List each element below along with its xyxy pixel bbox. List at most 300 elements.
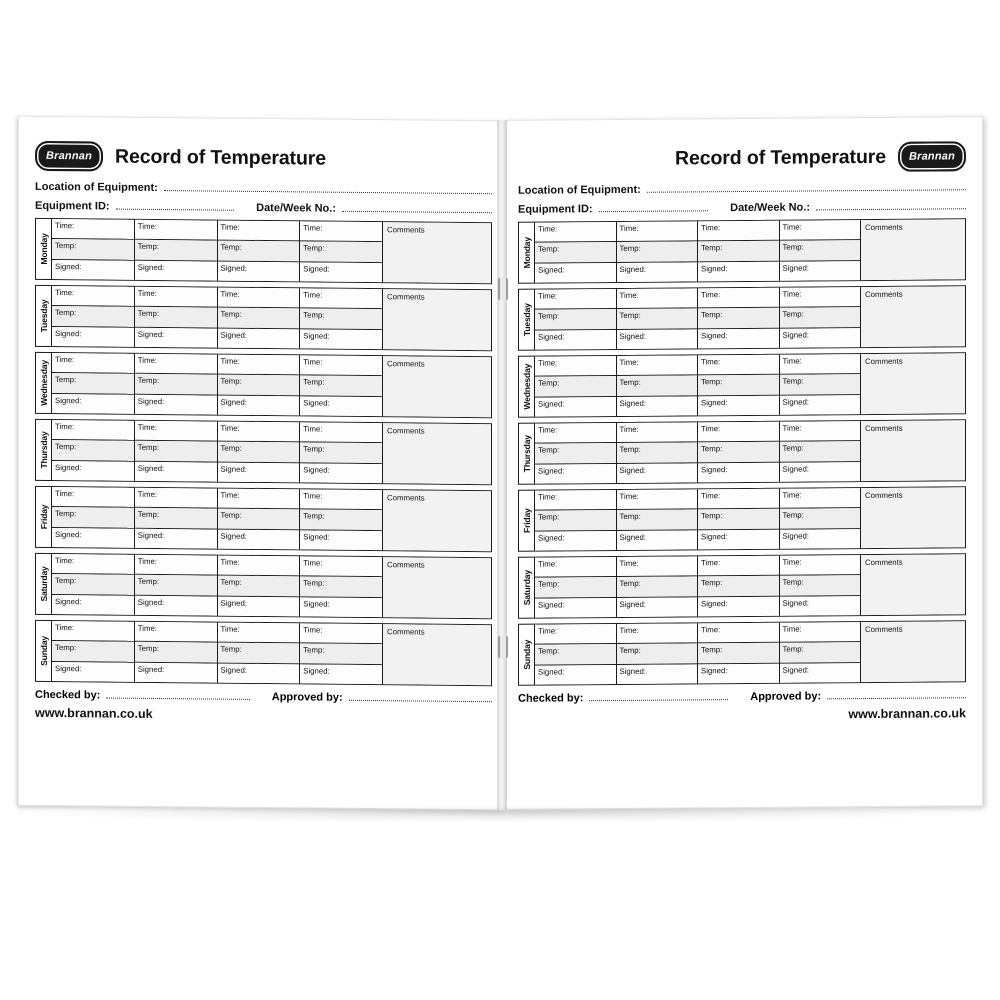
cell-signed[interactable]: Signed:	[617, 597, 698, 617]
equipment-id-input[interactable]	[116, 208, 235, 211]
reading-slot	[535, 222, 617, 283]
reading-slot	[780, 488, 862, 549]
comments-cell[interactable]: Comments	[383, 423, 491, 484]
cell-temp[interactable]: Temp:	[135, 441, 217, 462]
reading-slot	[135, 421, 218, 482]
left-page-fields	[35, 179, 492, 216]
right-page-day-table	[518, 218, 966, 686]
comments-cell[interactable]: Comments	[861, 420, 965, 481]
cell-temp[interactable]: Temp:	[698, 241, 779, 262]
right-page-header	[518, 139, 966, 177]
cell-signed[interactable]: Signed:	[135, 662, 217, 682]
cell-signed[interactable]: Signed:	[617, 463, 698, 483]
cell-time[interactable]: Time:	[300, 355, 382, 376]
date-week-no-label-right: Date/Week No.:	[730, 201, 810, 215]
cell-temp[interactable]: Temp:	[698, 442, 779, 463]
day-slots	[52, 621, 383, 684]
reading-slot	[218, 221, 301, 282]
cell-temp[interactable]: Temp:	[698, 509, 779, 530]
cell-signed[interactable]: Signed:	[535, 665, 616, 685]
cell-time[interactable]: Time:	[780, 488, 861, 509]
brannan-logo: Brannan	[35, 141, 103, 172]
cell-temp[interactable]: Temp:	[535, 510, 616, 531]
cell-time[interactable]: Time:	[135, 622, 217, 643]
reading-slot	[135, 287, 218, 348]
cell-signed[interactable]: Signed:	[780, 529, 861, 549]
cell-time[interactable]: Time:	[218, 355, 300, 376]
day-label-wednesday	[519, 357, 535, 417]
cell-temp[interactable]: Temp:	[698, 375, 779, 396]
cell-time[interactable]: Time:	[300, 288, 382, 309]
cell-signed[interactable]: Signed:	[780, 328, 861, 348]
comments-cell[interactable]: Comments	[383, 490, 491, 551]
cell-signed[interactable]: Signed:	[535, 397, 616, 417]
cell-time[interactable]: Time:	[780, 354, 861, 375]
cell-temp[interactable]: Temp:	[218, 375, 300, 396]
day-label-text: Tuesday	[38, 299, 49, 333]
cell-temp[interactable]: Temp:	[780, 575, 861, 596]
cell-signed[interactable]: Signed:	[135, 394, 217, 414]
cell-temp[interactable]: Temp:	[135, 374, 217, 395]
cell-temp[interactable]: Temp:	[617, 443, 698, 464]
cell-signed[interactable]: Signed:	[698, 596, 779, 616]
cell-signed[interactable]: Signed:	[218, 328, 300, 348]
checked-by-input-right[interactable]	[589, 698, 728, 701]
cell-temp[interactable]: Temp:	[300, 242, 382, 263]
cell-temp[interactable]: Temp:	[218, 509, 300, 530]
cell-time[interactable]: Time:	[780, 287, 861, 308]
cell-temp[interactable]: Temp:	[535, 443, 616, 464]
reading-slot	[218, 355, 301, 416]
cell-signed[interactable]: Signed:	[300, 530, 382, 550]
reading-slot	[300, 556, 383, 617]
comments-cell[interactable]: Comments	[383, 624, 491, 685]
cell-signed[interactable]: Signed:	[535, 598, 616, 618]
cell-time[interactable]: Time:	[535, 557, 616, 578]
location-of-equipment-input-right[interactable]	[647, 188, 966, 193]
cell-time[interactable]: Time:	[535, 356, 616, 377]
reading-slot	[698, 288, 780, 349]
reading-slot	[698, 623, 780, 684]
cell-time[interactable]: Time:	[52, 353, 134, 374]
reading-slot	[780, 555, 862, 616]
reading-slot	[218, 422, 301, 483]
cell-temp[interactable]: Temp:	[52, 574, 134, 595]
day-slots	[52, 554, 383, 617]
reading-slot	[617, 288, 699, 349]
day-label-monday	[36, 219, 52, 279]
approved-by-input[interactable]	[349, 699, 492, 702]
cell-time[interactable]: Time:	[535, 624, 616, 645]
comments-cell[interactable]: Comments	[861, 286, 965, 347]
cell-signed[interactable]: Signed:	[535, 464, 616, 484]
cell-temp[interactable]: Temp:	[300, 309, 382, 330]
location-of-equipment-label-right: Location of Equipment:	[518, 183, 641, 197]
comments-cell[interactable]: Comments	[861, 219, 965, 280]
comments-cell[interactable]: Comments	[383, 356, 491, 417]
reading-slot	[300, 221, 383, 282]
cell-temp[interactable]: Temp:	[218, 643, 300, 664]
reading-slot	[535, 490, 617, 551]
cell-signed[interactable]: Signed:	[698, 328, 779, 348]
day-label-text: Thursday	[38, 431, 49, 469]
cell-time[interactable]: Time:	[218, 489, 300, 510]
cell-time[interactable]: Time:	[698, 288, 779, 309]
day-row	[35, 486, 492, 552]
cell-temp[interactable]: Temp:	[135, 307, 217, 328]
reading-slot	[617, 623, 699, 684]
reading-slot	[135, 555, 218, 616]
day-label-friday	[519, 491, 535, 551]
reading-slot	[698, 422, 780, 483]
cell-temp[interactable]: Temp:	[218, 308, 300, 329]
cell-time[interactable]: Time:	[617, 422, 698, 443]
cell-signed[interactable]: Signed:	[780, 261, 861, 281]
reading-slot	[780, 287, 862, 348]
left-page-header	[35, 139, 492, 177]
cell-time[interactable]: Time:	[780, 555, 861, 576]
cell-temp[interactable]: Temp:	[617, 644, 698, 665]
staple-bottom	[498, 636, 508, 658]
day-label-text: Wednesday	[521, 363, 532, 410]
reading-slot	[135, 354, 218, 415]
left-page-footer	[35, 689, 492, 705]
reading-slot	[617, 422, 699, 483]
paper-shadow	[20, 806, 970, 822]
cell-time[interactable]: Time:	[698, 355, 779, 376]
reading-slot	[218, 623, 301, 684]
cell-time[interactable]: Time:	[617, 221, 698, 242]
cell-temp[interactable]: Temp:	[780, 307, 861, 328]
cell-time[interactable]: Time:	[698, 623, 779, 644]
cell-time[interactable]: Time:	[535, 222, 616, 243]
cell-signed[interactable]: Signed:	[698, 529, 779, 549]
equipment-id-row-right	[518, 198, 966, 216]
cell-time[interactable]: Time:	[617, 288, 698, 309]
cell-signed[interactable]: Signed:	[300, 396, 382, 416]
cell-temp[interactable]: Temp:	[780, 374, 861, 395]
day-label-text: Saturday	[521, 570, 532, 606]
cell-temp[interactable]: Temp:	[52, 306, 134, 327]
cell-temp[interactable]: Temp:	[300, 376, 382, 397]
cell-temp[interactable]: Temp:	[135, 575, 217, 596]
day-row	[35, 419, 492, 485]
reading-slot	[780, 354, 862, 415]
right-page-fields	[518, 179, 966, 216]
cell-temp[interactable]: Temp:	[300, 644, 382, 665]
cell-temp[interactable]: Temp:	[300, 577, 382, 598]
cell-signed[interactable]: Signed:	[780, 596, 861, 616]
cell-time[interactable]: Time:	[617, 623, 698, 644]
cell-temp[interactable]: Temp:	[135, 642, 217, 663]
cell-time[interactable]: Time:	[52, 621, 134, 642]
reading-slot	[617, 221, 699, 282]
cell-temp[interactable]: Temp:	[535, 242, 616, 263]
day-label-wednesday	[36, 353, 52, 413]
cell-temp[interactable]: Temp:	[218, 576, 300, 597]
booklet-right-page	[503, 116, 983, 810]
cell-time[interactable]: Time:	[52, 286, 134, 307]
cell-time[interactable]: Time:	[617, 556, 698, 577]
date-week-no-input-right[interactable]	[816, 207, 966, 210]
cell-temp[interactable]: Temp:	[698, 643, 779, 664]
day-label-text: Sunday	[38, 635, 49, 666]
cell-temp[interactable]: Temp:	[617, 577, 698, 598]
cell-temp[interactable]: Temp:	[698, 576, 779, 597]
comments-cell[interactable]: Comments	[383, 557, 491, 618]
cell-signed[interactable]: Signed:	[617, 329, 698, 349]
cell-time[interactable]: Time:	[135, 287, 217, 308]
cell-signed[interactable]: Signed:	[698, 395, 779, 415]
cell-time[interactable]: Time:	[218, 623, 300, 644]
reading-slot	[52, 353, 135, 414]
cell-signed[interactable]: Signed:	[218, 663, 300, 683]
reading-slot	[780, 622, 862, 683]
cell-temp[interactable]: Temp:	[218, 442, 300, 463]
cell-signed[interactable]: Signed:	[135, 260, 217, 280]
cell-signed[interactable]: Signed:	[135, 595, 217, 615]
cell-signed[interactable]: Signed:	[218, 529, 300, 549]
cell-temp[interactable]: Temp:	[780, 642, 861, 663]
reading-slot	[300, 422, 383, 483]
page-title-right: Record of Temperature	[674, 145, 886, 170]
cell-time[interactable]: Time:	[135, 555, 217, 576]
staple-top	[498, 278, 508, 300]
cell-temp[interactable]: Temp:	[535, 577, 616, 598]
website-url-right[interactable]: www.brannan.co.uk	[848, 706, 966, 722]
approved-by-label: Approved by:	[271, 691, 343, 704]
day-label-friday	[36, 487, 52, 547]
cell-temp[interactable]: Temp:	[52, 239, 134, 260]
cell-time[interactable]: Time:	[52, 487, 134, 508]
cell-temp[interactable]: Temp:	[218, 241, 300, 262]
day-label-sunday	[519, 625, 535, 685]
cell-time[interactable]: Time:	[780, 622, 861, 643]
booklet-left-page	[18, 116, 505, 811]
cell-signed[interactable]: Signed:	[218, 395, 300, 415]
cell-signed[interactable]: Signed:	[52, 461, 134, 481]
day-slots	[52, 353, 383, 416]
equipment-id-label: Equipment ID:	[35, 199, 110, 213]
day-row	[35, 352, 492, 418]
day-label-text: Friday	[521, 508, 532, 534]
cell-signed[interactable]: Signed:	[780, 395, 861, 415]
approved-by-label-right: Approved by:	[750, 690, 822, 703]
reading-slot	[617, 489, 699, 550]
reading-slot	[52, 487, 135, 548]
reading-slot	[698, 556, 780, 617]
cell-signed[interactable]: Signed:	[780, 462, 861, 482]
cell-signed[interactable]: Signed:	[617, 262, 698, 282]
day-slots	[535, 354, 861, 417]
cell-signed[interactable]: Signed:	[300, 597, 382, 617]
cell-time[interactable]: Time:	[52, 219, 134, 240]
day-slots	[535, 421, 861, 484]
cell-time[interactable]: Time:	[52, 554, 134, 575]
cell-signed[interactable]: Signed:	[698, 462, 779, 482]
day-row	[35, 285, 492, 351]
day-row	[518, 218, 966, 284]
day-label-text: Saturday	[38, 566, 49, 602]
cell-temp[interactable]: Temp:	[135, 508, 217, 529]
equipment-id-row	[35, 198, 492, 216]
cell-signed[interactable]: Signed:	[218, 462, 300, 482]
cell-temp[interactable]: Temp:	[52, 507, 134, 528]
cell-time[interactable]: Time:	[300, 221, 382, 242]
cell-signed[interactable]: Signed:	[698, 261, 779, 281]
cell-signed[interactable]: Signed:	[698, 663, 779, 683]
cell-temp[interactable]: Temp:	[535, 309, 616, 330]
cell-temp[interactable]: Temp:	[617, 242, 698, 263]
reading-slot	[617, 556, 699, 617]
day-label-text: Monday	[521, 237, 532, 269]
cell-temp[interactable]: Temp:	[135, 240, 217, 261]
cell-time[interactable]: Time:	[300, 556, 382, 577]
cell-signed[interactable]: Signed:	[52, 662, 134, 682]
comments-cell[interactable]: Comments	[861, 554, 965, 615]
day-label-tuesday	[36, 286, 52, 346]
cell-temp[interactable]: Temp:	[617, 510, 698, 531]
cell-time[interactable]: Time:	[698, 422, 779, 443]
cell-signed[interactable]: Signed:	[300, 664, 382, 684]
day-label-text: Friday	[38, 504, 49, 530]
cell-time[interactable]: Time:	[218, 221, 300, 242]
cell-signed[interactable]: Signed:	[617, 664, 698, 684]
cell-temp[interactable]: Temp:	[535, 376, 616, 397]
cell-time[interactable]: Time:	[135, 220, 217, 241]
cell-temp[interactable]: Temp:	[617, 309, 698, 330]
reading-slot	[535, 624, 617, 685]
reading-slot	[698, 489, 780, 550]
cell-time[interactable]: Time:	[617, 489, 698, 510]
cell-signed[interactable]: Signed:	[52, 528, 134, 548]
cell-signed[interactable]: Signed:	[52, 327, 134, 347]
cell-temp[interactable]: Temp:	[698, 308, 779, 329]
cell-time[interactable]: Time:	[698, 556, 779, 577]
cell-signed[interactable]: Signed:	[300, 329, 382, 349]
cell-time[interactable]: Time:	[135, 488, 217, 509]
cell-temp[interactable]: Temp:	[52, 641, 134, 662]
cell-signed[interactable]: Signed:	[218, 261, 300, 281]
cell-time[interactable]: Time:	[300, 623, 382, 644]
day-row	[518, 285, 966, 351]
page-title: Record of Temperature	[115, 145, 327, 170]
cell-time[interactable]: Time:	[135, 354, 217, 375]
cell-temp[interactable]: Temp:	[617, 376, 698, 397]
cell-signed[interactable]: Signed:	[218, 596, 300, 616]
day-label-monday	[519, 223, 535, 283]
cell-temp[interactable]: Temp:	[52, 373, 134, 394]
cell-signed[interactable]: Signed:	[52, 595, 134, 615]
day-label-sunday	[36, 621, 52, 681]
reading-slot	[780, 220, 862, 281]
cell-time[interactable]: Time:	[218, 556, 300, 577]
comments-cell[interactable]: Comments	[861, 621, 965, 682]
day-label-saturday	[36, 554, 52, 614]
cell-time[interactable]: Time:	[300, 422, 382, 443]
day-row	[35, 620, 492, 686]
cell-signed[interactable]: Signed:	[135, 461, 217, 481]
day-label-tuesday	[519, 290, 535, 350]
cell-temp[interactable]: Temp:	[300, 443, 382, 464]
comments-cell[interactable]: Comments	[383, 289, 491, 350]
checked-by-label: Checked by:	[35, 688, 101, 702]
cell-signed[interactable]: Signed:	[617, 396, 698, 416]
cell-signed[interactable]: Signed:	[780, 663, 861, 683]
cell-signed[interactable]: Signed:	[52, 260, 134, 280]
left-page-day-table	[35, 218, 492, 686]
cell-time[interactable]: Time:	[535, 423, 616, 444]
cell-time[interactable]: Time:	[218, 422, 300, 443]
equipment-id-input-right[interactable]	[599, 209, 709, 212]
booklet-spine	[497, 120, 507, 810]
cell-temp[interactable]: Temp:	[535, 644, 616, 665]
cell-time[interactable]: Time:	[535, 289, 616, 310]
reading-slot	[535, 356, 617, 417]
reading-slot	[617, 355, 699, 416]
checked-by-input[interactable]	[106, 697, 249, 700]
cell-time[interactable]: Time:	[698, 489, 779, 510]
cell-time[interactable]: Time:	[698, 221, 779, 242]
cell-signed[interactable]: Signed:	[300, 262, 382, 282]
cell-time[interactable]: Time:	[617, 355, 698, 376]
cell-time[interactable]: Time:	[300, 489, 382, 510]
reading-slot	[300, 288, 383, 349]
day-label-text: Sunday	[521, 639, 532, 670]
reading-slot	[52, 219, 135, 280]
day-label-saturday	[519, 558, 535, 618]
day-row	[518, 419, 966, 485]
cell-signed[interactable]: Signed:	[617, 530, 698, 550]
cell-signed[interactable]: Signed:	[535, 263, 616, 283]
reading-slot	[535, 289, 617, 350]
cell-temp[interactable]: Temp:	[780, 441, 861, 462]
reading-slot	[52, 286, 135, 347]
cell-temp[interactable]: Temp:	[780, 240, 861, 261]
cell-signed[interactable]: Signed:	[535, 531, 616, 551]
approved-by-input-right[interactable]	[827, 696, 966, 699]
day-slots	[535, 220, 861, 283]
website-url[interactable]: www.brannan.co.uk	[35, 705, 153, 721]
comments-cell[interactable]: Comments	[861, 353, 965, 414]
location-of-equipment-input[interactable]	[164, 189, 492, 194]
comments-cell[interactable]: Comments	[861, 487, 965, 548]
day-slots	[535, 555, 861, 618]
cell-signed[interactable]: Signed:	[135, 327, 217, 347]
cell-temp[interactable]: Temp:	[300, 510, 382, 531]
cell-time[interactable]: Time:	[52, 420, 134, 441]
day-slots	[52, 420, 383, 483]
cell-signed[interactable]: Signed:	[300, 463, 382, 483]
cell-temp[interactable]: Temp:	[52, 440, 134, 461]
comments-cell[interactable]: Comments	[383, 222, 491, 283]
reading-slot	[300, 489, 383, 550]
cell-time[interactable]: Time:	[135, 421, 217, 442]
location-of-equipment-row	[35, 179, 492, 197]
cell-signed[interactable]: Signed:	[52, 394, 134, 414]
cell-signed[interactable]: Signed:	[535, 330, 616, 350]
day-label-text: Wednesday	[38, 359, 49, 406]
cell-time[interactable]: Time:	[780, 220, 861, 241]
cell-time[interactable]: Time:	[535, 490, 616, 511]
day-row	[518, 620, 966, 686]
cell-temp[interactable]: Temp:	[780, 508, 861, 529]
cell-signed[interactable]: Signed:	[135, 528, 217, 548]
cell-time[interactable]: Time:	[780, 421, 861, 442]
date-week-no-input[interactable]	[342, 210, 492, 213]
day-label-thursday	[36, 420, 52, 480]
cell-time[interactable]: Time:	[218, 288, 300, 309]
